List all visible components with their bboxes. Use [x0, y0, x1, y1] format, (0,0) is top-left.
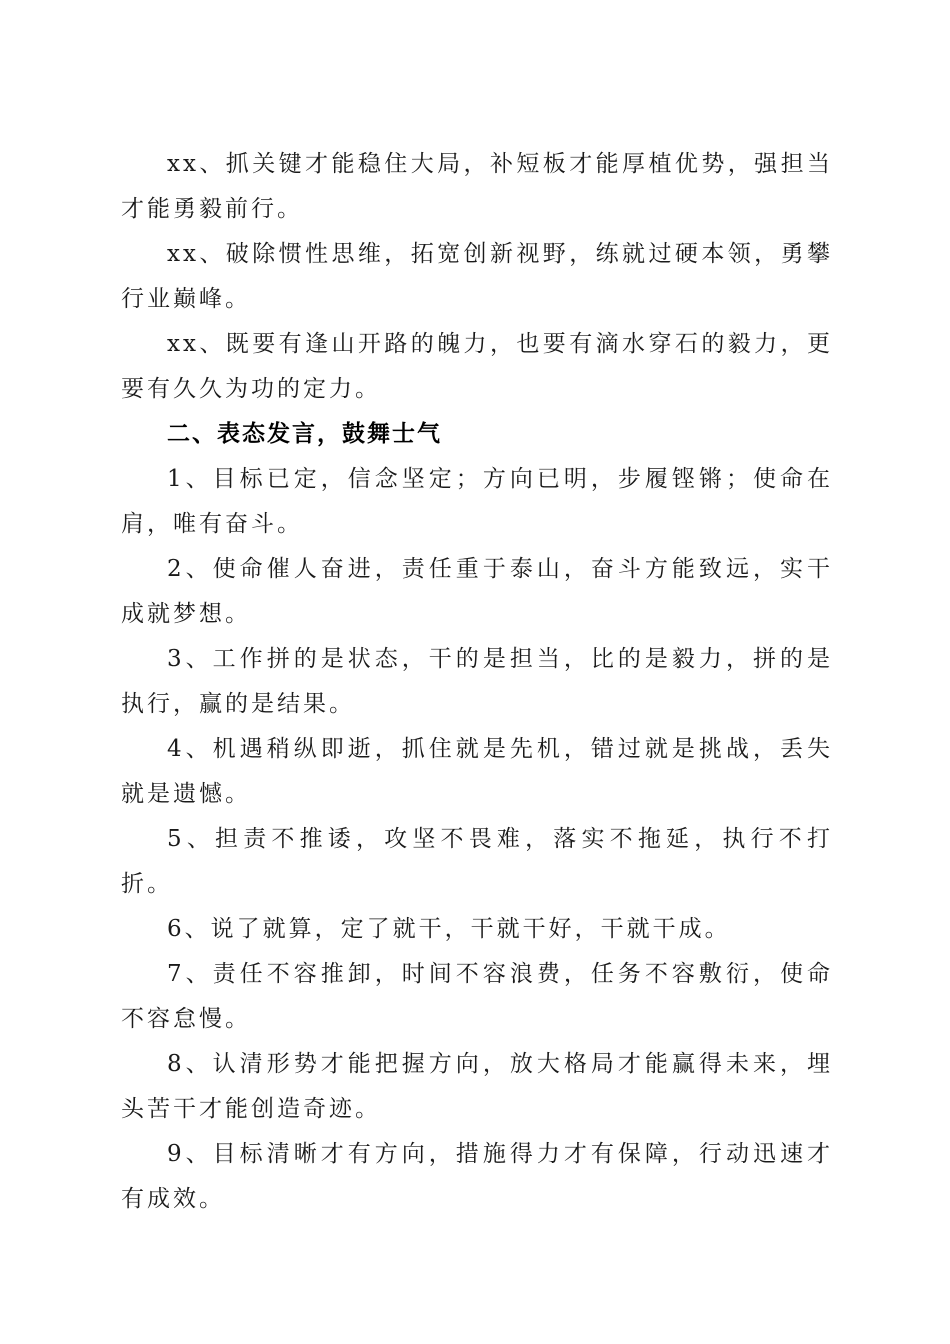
list-item-6: 6、说了就算，定了就干，干就干好，干就干成。	[167, 916, 731, 942]
list-item-5: 5、担责不推诿，攻坚不畏难，落实不拖延，执行不打折。	[121, 826, 833, 897]
paragraph-xx-2: xx、破除惯性思维，拓宽创新视野，练就过硬本领，勇攀行业巅峰。	[121, 241, 833, 312]
list-item-1: 1、目标已定，信念坚定；方向已明，步履铿锵；使命在肩，唯有奋斗。	[121, 466, 833, 537]
list-item-3: 3、工作拼的是状态，干的是担当，比的是毅力，拼的是执行，赢的是结果。	[121, 646, 833, 717]
document-body	[121, 142, 833, 1222]
paragraph-xx-3: xx、既要有逢山开路的魄力，也要有滴水穿石的毅力，更要有久久为功的定力。	[121, 331, 833, 402]
list-item-4: 4、机遇稍纵即逝，抓住就是先机，错过就是挑战，丢失就是遗憾。	[121, 736, 833, 807]
list-item-8: 8、认清形势才能把握方向，放大格局才能赢得未来，埋头苦干才能创造奇迹。	[121, 1051, 833, 1122]
list-item-2: 2、使命催人奋进，责任重于泰山，奋斗方能致远，实干成就梦想。	[121, 556, 833, 627]
list-item-7: 7、责任不容推卸，时间不容浪费，任务不容敷衍，使命不容怠慢。	[121, 961, 833, 1032]
paragraph-xx-1: xx、抓关键才能稳住大局，补短板才能厚植优势，强担当才能勇毅前行。	[121, 151, 833, 222]
list-item-9: 9、目标清晰才有方向，措施得力才有保障，行动迅速才有成效。	[121, 1141, 833, 1212]
section-heading: 二、表态发言，鼓舞士气	[167, 421, 442, 447]
